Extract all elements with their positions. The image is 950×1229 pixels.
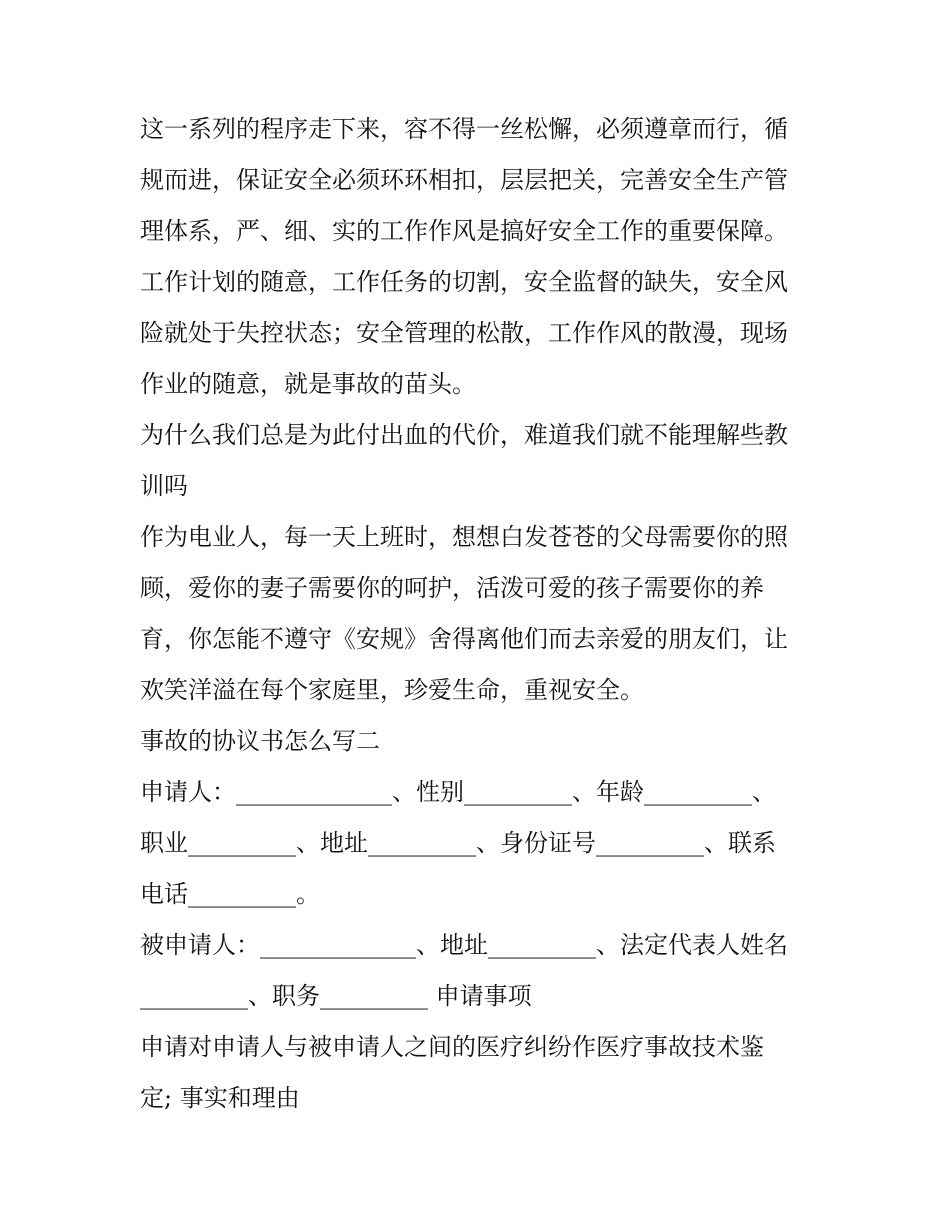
text-line: 这一系列的程序走下来，容不得一丝松懈，必须遵章而行，循 xyxy=(140,115,788,143)
section-heading xyxy=(140,716,820,767)
text-line: 被申请人：_____________、地址_________、法定代表人姓名 xyxy=(140,931,788,959)
text-line: 险就处于失控状态；安全管理的松散，工作作风的散漫，现场 xyxy=(140,319,788,347)
paragraph-question xyxy=(140,410,820,512)
text-line: 电话_________。 xyxy=(140,880,320,908)
text-line: 为什么我们总是为此付出血的代价，难道我们就不能理解些教 xyxy=(140,421,788,449)
text-line: 职业_________、地址_________、身份证号_________、联系 xyxy=(140,829,776,857)
document-page xyxy=(140,104,820,1124)
text-line: 规而进，保证安全必须环环相扣，层层把关，完善安全生产管 xyxy=(140,166,788,194)
text-line: _________、职务_________ 申请事项 xyxy=(140,982,532,1010)
paragraph-safety-risk xyxy=(140,257,820,410)
paragraph-safety-procedure xyxy=(140,104,820,257)
paragraph-respondent-info xyxy=(140,920,820,1022)
text-line: 申请对申请人与被申请人之间的医疗纠纷作医疗事故技术鉴 xyxy=(140,1033,764,1061)
text-line: 育，你怎能不遵守《安规》舍得离他们而去亲爱的朋友们，让 xyxy=(140,625,788,653)
text-line: 申请人：_____________、性别_________、年龄_________、 xyxy=(140,778,776,806)
text-line: 工作计划的随意，工作任务的切割，安全监督的缺失，安全风 xyxy=(140,268,788,296)
section-title: 事故的协议书怎么写二 xyxy=(140,727,380,755)
text-line: 理体系，严、细、实的工作作风是搞好安全工作的重要保障。 xyxy=(140,217,788,245)
text-line: 欢笑洋溢在每个家庭里，珍爱生命，重视安全。 xyxy=(140,676,644,704)
paragraph-applicant-info xyxy=(140,767,820,920)
paragraph-family-appeal xyxy=(140,512,820,716)
text-line: 定; 事实和理由 xyxy=(140,1084,300,1112)
text-line: 训吗 xyxy=(140,472,188,500)
text-line: 作业的随意，就是事故的苗头。 xyxy=(140,370,476,398)
paragraph-application-request xyxy=(140,1022,820,1124)
text-line: 作为电业人，每一天上班时，想想白发苍苍的父母需要你的照 xyxy=(140,523,788,551)
text-line: 顾，爱你的妻子需要你的呵护，活泼可爱的孩子需要你的养 xyxy=(140,574,764,602)
